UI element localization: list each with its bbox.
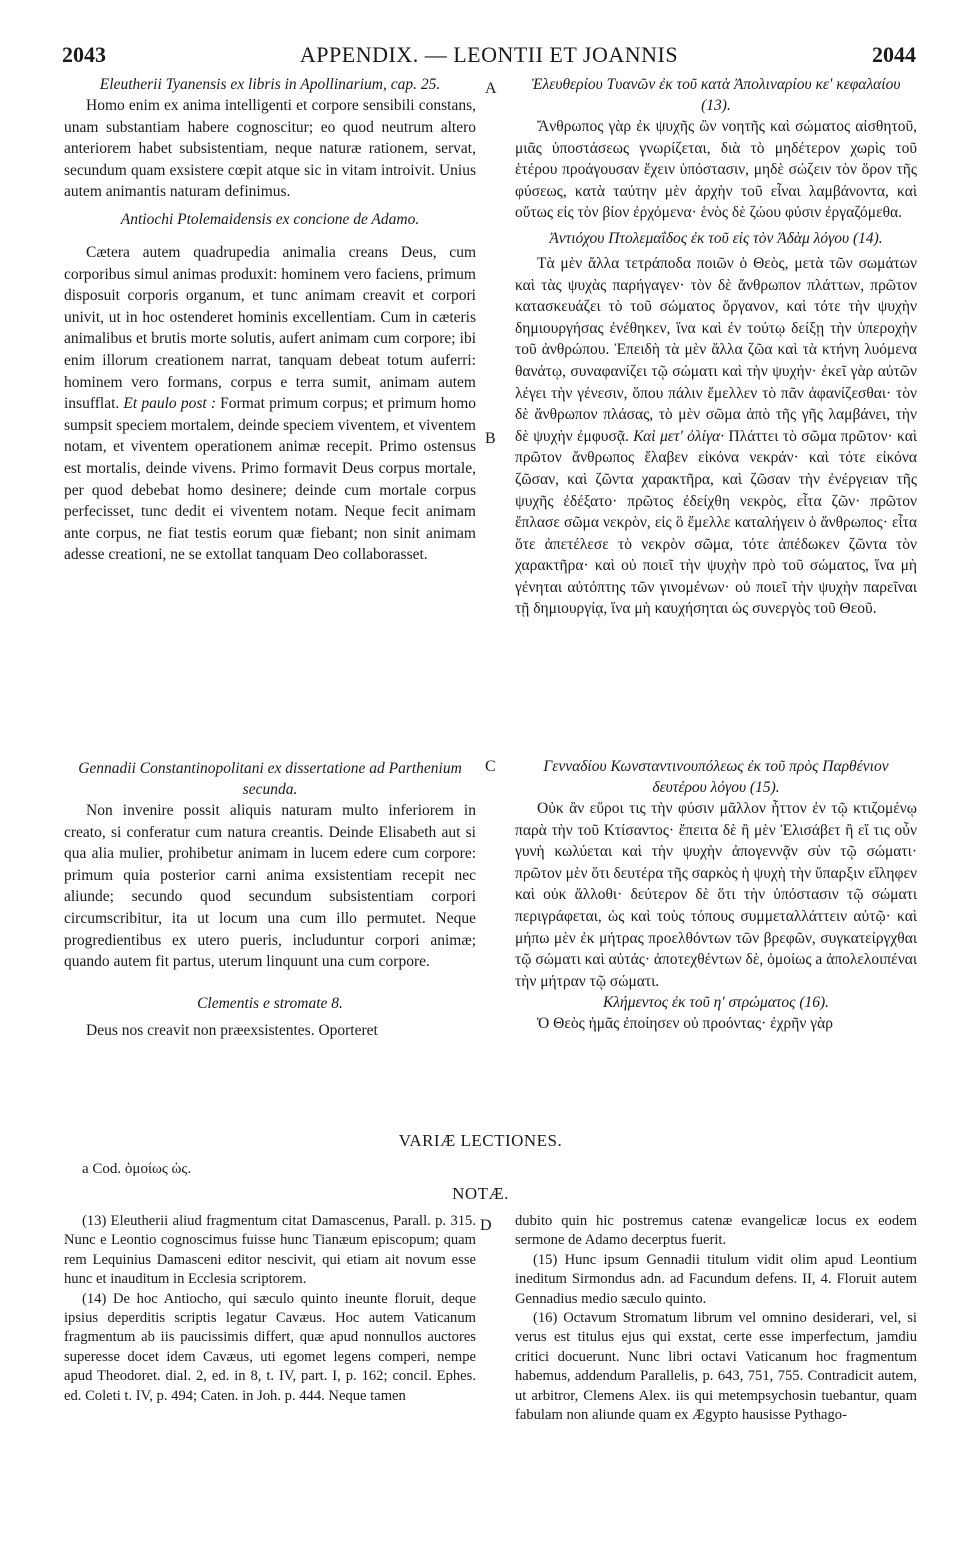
running-header [62, 40, 916, 70]
notae-heading: NOTÆ. [452, 1184, 509, 1203]
section-title-eleutherius-latin: Eleutherii Tyanensis ex libris in Apollinarium, cap. 25. [99, 76, 441, 93]
section-title-clemens-latin: Clementis e stromate 8. [197, 994, 343, 1012]
note-14-continued: dubito quin hic postremus catenæ evangelicæ locus ex eodem sermone de Adamo decerptus fuerit. [515, 1213, 917, 1249]
margin-marker-b: B [485, 430, 496, 447]
section-title-gennadius-latin: Gennadii Constantinopolitani ex dissertatione ad Parthenium secunda. [78, 760, 462, 798]
section-title-antiochus-greek: Ἀντιόχου Πτολεμαΐδος ἐκ τοῦ εἰς τὸν Ἀδὰμ λόγου (14). [549, 229, 883, 247]
section-title-gennadius-greek: Γενναδίου Κωνσταντινουπόλεως ἐκ τοῦ πρὸς Παρθένιον δευτέρου λόγου (15). [543, 758, 889, 796]
paragraph-clemens-greek: Ὁ Θεὸς ἡμᾶς ἐποίησεν οὐ προόντας· ἐχρῆν γὰρ [537, 1015, 833, 1033]
page-number-left: 2043 [62, 42, 106, 67]
margin-marker-d: D [480, 1217, 492, 1234]
margin-marker-a: A [485, 80, 497, 97]
note-14: (14) De hoc Antiocho, qui sæculo quinto ineunte floruit, deque ipsius deperditis scriptis legatur Cavæus. Hoc autem Vaticanum fragmentum ab iis paucissimis differt, quæ apud nonnullos auctores superesse docet idem Cavæus, uti egomet legens comperi, nempe apud Theodoret. dial. 2, ed. in 8, t. IV, part. I, p. 162; concil. Ephes. ed. Coleti t. IV, p. 494; Caten. in Joh. p. 444. Neque tamen [64, 1290, 476, 1404]
antiochus-latin-et-paulo: Et paulo post : [123, 395, 216, 413]
page-number-right: 2044 [872, 42, 916, 67]
right-column [515, 74, 917, 620]
paragraph-gennadius-greek: Οὐκ ἂν εὕροι τις τὴν φύσιν μᾶλλον ἧττον ἐν τῷ κτιζομένῳ παρὰ τὴν τοῦ Κτίσαντος· ἔπειτα δὲ ἢ μὲν Ἐλισάβετ ἢ εἴ τις οὖν γυνὴ κωλύεται καὶ τὴν ψυχὴν ἀπογεννᾷν σὺν τῷ σώματι· πρῶτον μὲν ὅτι δευτέρα τῆς σαρκὸς ἡ ψυχὴ τὴν ὕπαρξιν εἴληφεν καὶ οὐκ ἄλλοθι· δεύτερον δὲ ὅτι τὴν ὑπόστασιν τῷ σώματι περιγράφεται, ὡς καὶ τοὺς τόπους συμμεταλλάττειν αὐτῷ· καὶ μήπω μὲν ἐκ μήτρας προελθόντων τῶν βρεφῶν, συγκατείργχθαι τῷ σώματι καὶ αὐτάς· ἀποτεχθέντων δὲ, ὁμοίως a ἀπολελοιπέναι τὴν μήτραν τῷ σώματι. [515, 800, 917, 990]
paragraph-eleutherius-greek: Ἄνθρωπος γὰρ ἐκ ψυχῆς ὢν νοητῆς καὶ σώματος αἰσθητοῦ, μιᾶς ὑποστάσεως γνωρίζεται, διὰ τὸ μηδέτερον χωρὶς τοῦ ἑτέρου προάγουσαν ἔχειν ὑπόστασιν, μηδὲ σώζειν τὸν ὅρον τῆς φύσεως, κατὰ ταύτην μὲν ἀρχὴν τοῦ εἶναι λαμβάνοντα, καὶ οὕτως εἰς τὸν βίον ἐρχόμενα· ἑνὸς δὲ ζώου φύσιν ἐργαζόμεθα. [515, 118, 917, 222]
paragraph-clemens-latin: Deus nos creavit non præexsistentes. Oporteret [86, 1021, 378, 1039]
section-title-clemens-greek: Κλήμεντος ἐκ τοῦ η' στρώματος (16). [602, 994, 830, 1012]
paragraph-antiochus-latin [64, 242, 476, 566]
left-column-lower [64, 758, 476, 1041]
left-column [64, 74, 476, 566]
notes-left-column [64, 1212, 476, 1406]
note-16: (16) Octavum Stromatum librum vel omnino desiderari, vel, si verus est titulus ejus qui exstat, certe esse imperfectum, jamdiu critici docuerunt. Nunc libri octavi Vaticanum hoc fragmentum habemus, addendum Parallelis, p. 643, 751, 755. Contradicit autem, ut arbitror, Clemens Alex. iis qui metempsychosin tuebantur, quam fabulam non aliunde quam ex Ægypto hausisse Pythago- [515, 1310, 917, 1424]
apparatus-footnote: a Cod. ὁμοίως ὡς. [82, 1161, 192, 1177]
antiochus-latin-part-1: Cætera autem quadrupedia animalia creans Deus, cum corporibus simul animas produxit: hominem vero faciens, primum disposuit corporis organum, et tunc animam creavit et corpori univit, ut in hoc ostenderet hominis excellentiam. Cum in cæteris animalibus et brutis morte solutis, aufert animam cum corpore; ibi enim illorum creationem narrat, tanquam debeat totum auferri: hominem vero formans, corpus e terra sumit, animam autem insufflat. [64, 243, 476, 413]
antiochus-latin-part-2: Format primum corpus; et primum homo sumpsit speciem mortalem, deinde speciem viventem, et viventem notam, et viventem operationem animæ recepit. Primo ostensus est mortalis, deinde vivens. Primo formavit Deus corpus mortale, per quod debebat homo desinere; deinde cum mortale corpus perfecisset, tunc dedit ei viventem notam. Neque fecit animam ante corpus, ne fiat testis eorum quæ fiebant; non sinit animam adesse creationi, ne se extollat tanquam Deo collaborasset. [64, 395, 477, 564]
variae-lectiones-heading: VARIÆ LECTIONES. [398, 1131, 563, 1150]
paragraph-gennadius-latin: Non invenire possit aliquis naturam multo inferiorem in creato, si conferatur cum natura creantis. Deinde Elisabeth aut si qua alia mulier, prohibetur animam in lucem edere cum corpore: primum quia posterior carni anima exsistentiam recepit nec aliunde; secundo quod secundum subsistentiam corpori circumscribitur, ita ut locum una cum illo permutet. Neque progredientibus ex utero pueris, includuntur corpori animæ; quando autem fit partus, uterum linquunt una cum corpore. [64, 802, 476, 971]
notes-right-column [515, 1212, 917, 1425]
note-15: (15) Hunc ipsum Gennadii titulum vidit olim apud Leontium ineditum Sirmondus adn. ad Facundum defens. II, 4. Floruit autem Gennadius medio sæculo quinto. [515, 1251, 917, 1307]
right-column-lower [515, 756, 917, 1035]
note-13: (13) Eleutherii aliud fragmentum citat Damascenus, Parall. p. 315. Nunc e Leontio cognoscimus fuisse hunc Tianæum episcopum; quam rem Lequinius Damasceni editor nescivit, qui etiam ait novum esse hunc et inauditum in Ecclesia scriptorem. [64, 1213, 476, 1288]
section-title-antiochus-latin: Antiochi Ptolemaidensis ex concione de Adamo. [120, 210, 420, 228]
running-title: APPENDIX. — LEONTII ET JOANNIS [299, 42, 679, 67]
section-title-eleutherius-greek: Ἐλευθερίου Τυανῶν ἐκ τοῦ κατὰ Ἀπολιναρίου κε' κεφαλαίου (13). [531, 76, 901, 114]
antiochus-greek-part-2: Πλάττει τὸ σῶμα πρῶτον· καὶ πρῶτον ἄνθρωπος ἔλαβεν εἰκόνα νεκράν· καὶ τότε εἰκόνα ζῶσαν, καὶ ζῶντα χαρακτῆρα, καὶ ζῶσαν τὴν ἐνέργειαν τῆς ψυχῆς ἐδέξατο· πρῶτος ἐδείχθη νεκρὸς, εἶτα ζῶν· πρῶτον ἔπλασε σῶμα νεκρὸν, εἰς ὃ ἔμελλε καταλήγειν ὁ ἄνθρωπος· εἶτα ὅτε ἀπετέλεσε τὸ νεκρὸν σῶμα, τότε ἀπέδωκεν ζῶντα τὸν χαρακτῆρα· καὶ οὐ ποιεῖ τὴν ψυχὴν πρὸ τοῦ σώματος, ἵνα μὴ γένηται αὐτόπτης τῶν γινομένων· οὐ ποιεῖ τὴν ψυχὴν παρεῖναι τῇ δημιουργίᾳ, ἵνα μὴ καυχήσηται ὡς συνεργὸς τοῦ Θεοῦ. [515, 427, 917, 618]
paragraph-eleutherius-latin: Homo enim ex anima intelligenti et corpore sensibili constans, unam substantiam habere cognoscitur; eo quod neutrum altero anteriorem habet subsistentiam, neque naturæ rationem, servat, secundum quam exsistere cœpit atque sic in vitam introivit. Unius autem animantis naturam definimus. [64, 97, 476, 201]
paragraph-antiochus-greek [515, 253, 917, 620]
margin-marker-c: C [485, 758, 496, 775]
antiochus-greek-part-1: Τὰ μὲν ἄλλα τετράποδα ποιῶν ὁ Θεὸς, μετὰ τῶν σωμάτων καὶ τὰς ψυχὰς παρήγαγεν· τὸν δὲ ἄνθρωπον πλάττων, πρῶτον κατασκευάζει τὸ τοῦ σώματος ὄργανον, καὶ τότε τὴν ψυχὴν δημιουργήσας ἐνέθηκεν, ἵνα καὶ ἐν τούτῳ δείξῃ τὴν ὑπεροχὴν τοῦ ἀνθρώπου. Ἐπειδὴ τὰ μὲν ἄλλα ζῶα καὶ τὰ κτήνη λυόμενα θανάτῳ, συναφανίζει τῷ σώματι καὶ τὴν ψυχήν· ἐκεῖ γὰρ αὐτῶν λέγει τὴν γένεσιν, ὅπου πάλιν ἔμελλεν τὸ πᾶν ἀφανίζεσθαι· τὸν δὲ ἄνθρωπον πλάσας, τὸ μὲν σῶμα ἀπὸ τῆς γῆς λαμβάνει, τὴν δὲ ψυχὴν ἐμφυσᾷ. [515, 254, 917, 445]
antiochus-greek-kai-met: Καὶ μετ' ὀλίγα· [633, 427, 725, 445]
